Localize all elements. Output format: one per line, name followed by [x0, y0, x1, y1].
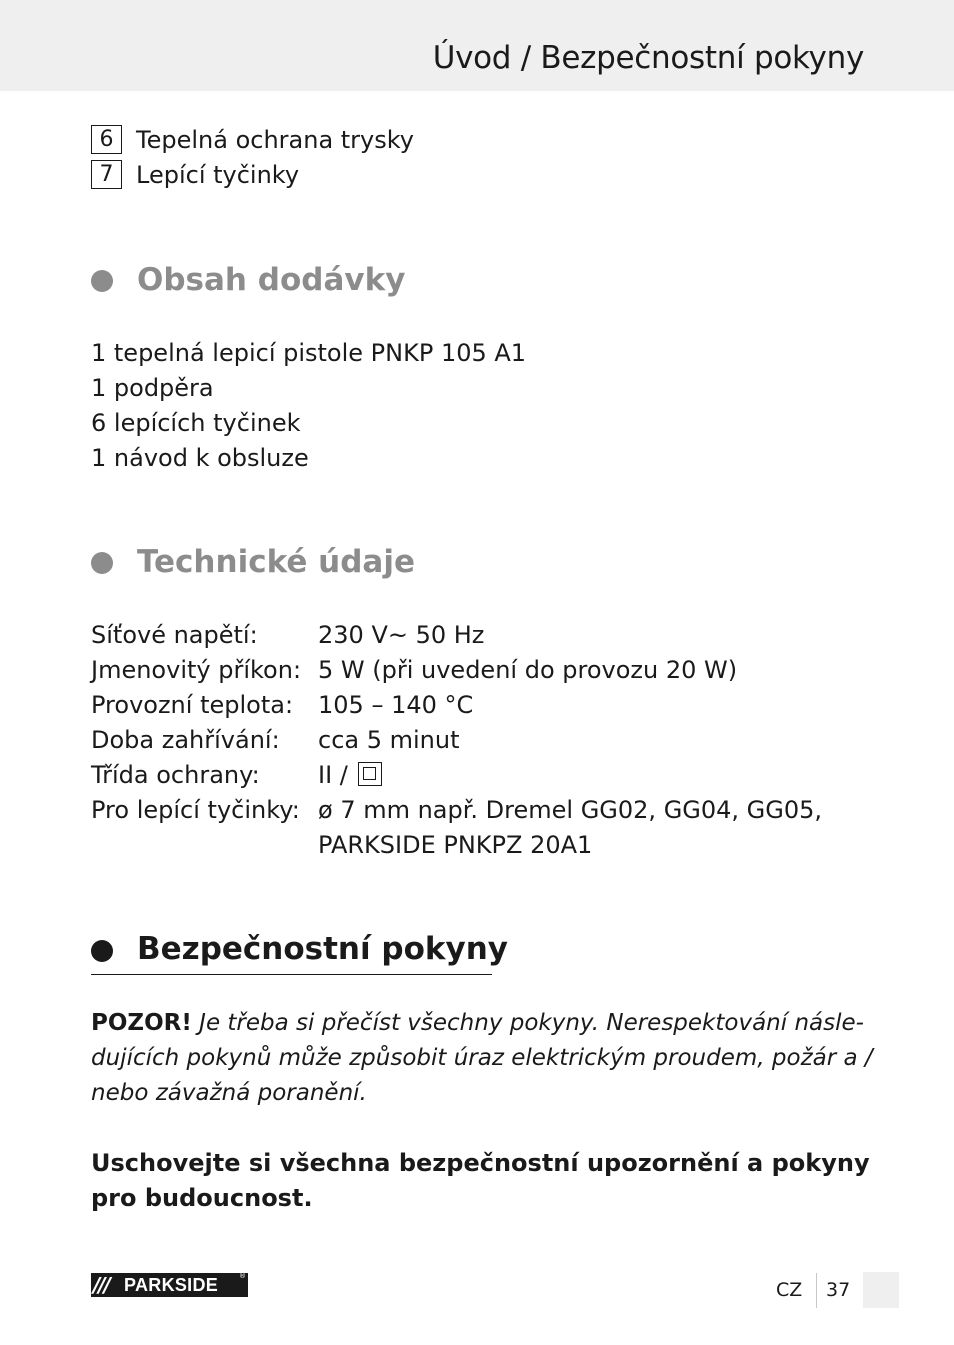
- keep-line: Uschovejte si všechna bezpečnostní upozornění a pokyny: [91, 1149, 870, 1177]
- spec-value: 230 V~ 50 Hz: [318, 621, 485, 649]
- section-title: Obsah dodávky: [137, 262, 406, 298]
- list-item: 1 návod k obsluze: [91, 444, 309, 472]
- footer-language: CZ: [776, 1279, 803, 1301]
- protection-class-text: II /: [318, 761, 348, 789]
- page-number: 37: [826, 1279, 851, 1301]
- spec-value: cca 5 minut: [318, 726, 460, 754]
- footer-tab: [863, 1272, 899, 1308]
- keep-line: pro budoucnost.: [91, 1184, 313, 1212]
- warning-text: Je třeba si přečíst všechny pokyny. Nerespektování násle-: [199, 1010, 864, 1036]
- warning-line: [91, 1006, 871, 1041]
- parkside-logo: [91, 1273, 248, 1297]
- warning-line: dujících pokynů může způsobit úraz elektrickým proudem, požár a /: [91, 1045, 873, 1071]
- part-label: Lepící tyčinky: [136, 161, 300, 189]
- warning-lead: POZOR!: [91, 1010, 192, 1036]
- section-title: Technické údaje: [137, 544, 416, 580]
- warning-paragraph: [91, 1006, 871, 1111]
- section-title: Bezpečnostní pokyny: [137, 931, 509, 967]
- protection-class-ii-icon: [358, 762, 382, 786]
- spec-value-continued: PARKSIDE PNKPZ 20A1: [318, 831, 593, 859]
- warning-line: nebo závažná poranění.: [91, 1080, 367, 1106]
- list-item: 1 tepelná lepicí pistole PNKP 105 A1: [91, 339, 527, 367]
- spec-label: Síťové napětí:: [91, 621, 258, 649]
- list-item: 1 podpěra: [91, 374, 214, 402]
- logo-text: PARKSIDE: [124, 1275, 219, 1295]
- logo-slashes: ///: [93, 1273, 109, 1297]
- bullet-icon: [91, 270, 113, 292]
- spec-label: Provozní teplota:: [91, 691, 294, 719]
- part-label: Tepelná ochrana trysky: [136, 126, 415, 154]
- part-number-box: 7: [91, 160, 122, 189]
- footer-divider: [816, 1273, 817, 1308]
- keep-instructions: [91, 1146, 891, 1216]
- delivery-list: [91, 336, 526, 476]
- logo-registered-mark: ®: [239, 1273, 246, 1280]
- list-item: 6 lepících tyčinek: [91, 409, 301, 437]
- part-number-box: 6: [91, 125, 122, 154]
- spec-value: 105 – 140 °C: [318, 691, 474, 719]
- spec-value: 5 W (při uvedení do provozu 20 W): [318, 656, 738, 684]
- bullet-icon: [91, 552, 113, 574]
- page-title: Úvod / Bezpečnostní pokyny: [432, 40, 864, 76]
- spec-label: Pro lepící tyčinky:: [91, 796, 300, 824]
- page-header: [0, 0, 954, 91]
- spec-value: [318, 758, 382, 793]
- spec-label: Doba zahřívání:: [91, 726, 280, 754]
- bullet-icon: [91, 940, 113, 962]
- spec-value: ø 7 mm např. Dremel GG02, GG04, GG05,: [318, 796, 823, 824]
- spec-label: Jmenovitý příkon:: [91, 656, 302, 684]
- heading-underline: [91, 974, 492, 975]
- spec-label: Třída ochrany:: [91, 761, 260, 789]
